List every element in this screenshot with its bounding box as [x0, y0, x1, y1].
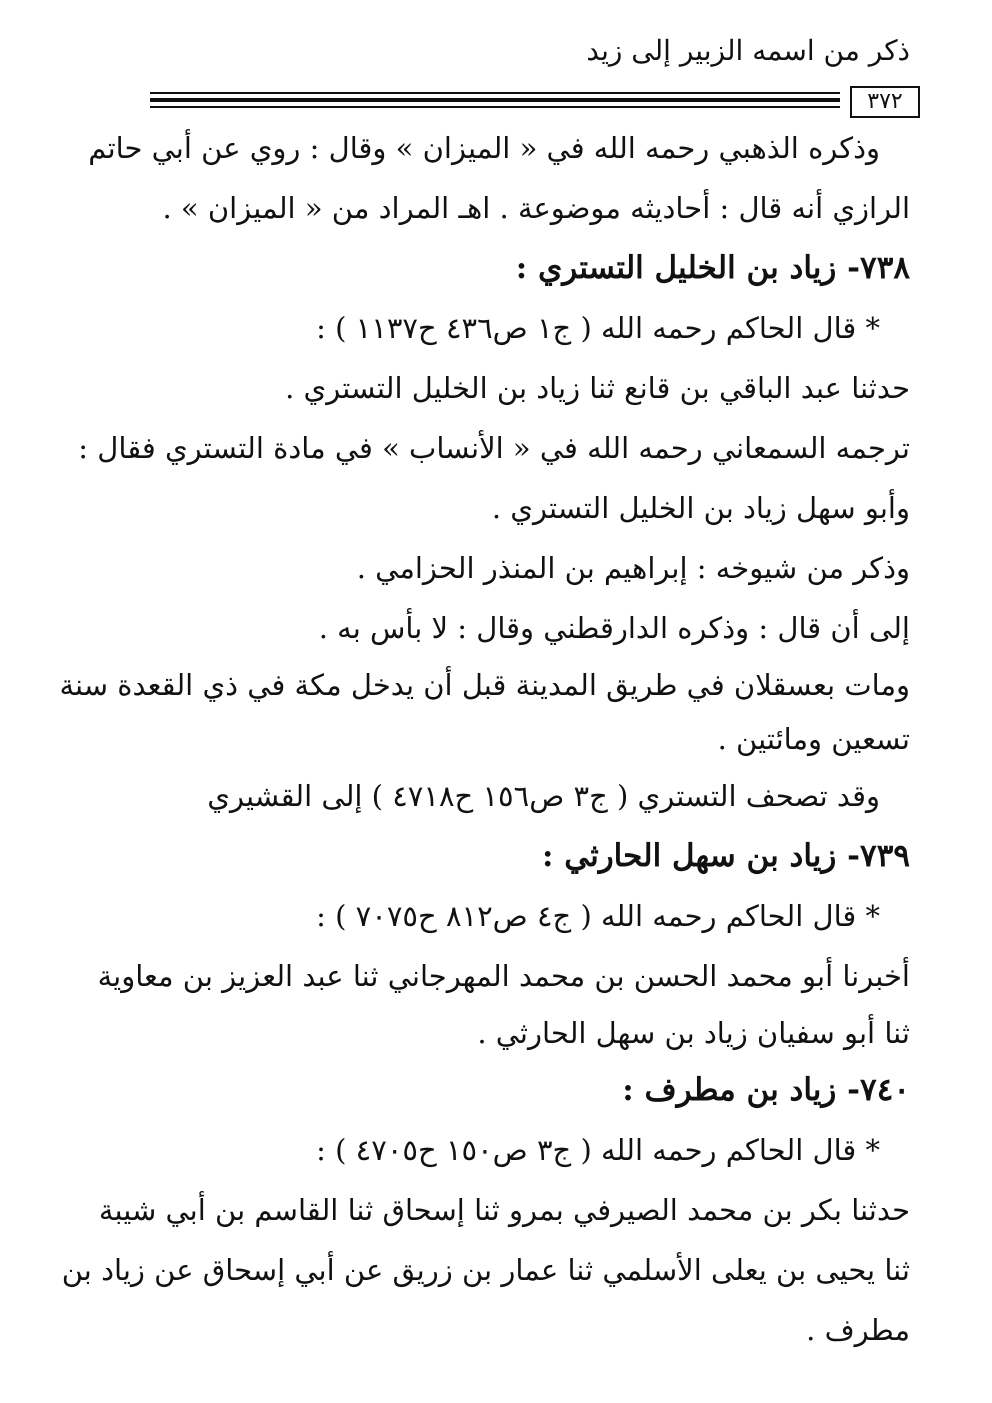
text-line: ثنا يحيى بن يعلى الأسلمي ثنا عمار بن زريق عن أبي إسحاق عن زياد بن [61, 1253, 910, 1287]
text-line: أخبرنا أبو محمد الحسن بن محمد المهرجاني ثنا عبد العزيز بن معاوية [97, 959, 910, 993]
text-line: ثنا أبو سفيان زياد بن سهل الحارثي . [477, 1016, 910, 1050]
text-line: تسعين ومائتين . [717, 722, 910, 756]
text-line: * قال الحاكم رحمه الله ( ج٣ ص١٥٠ ح٤٧٠٥ ) : [316, 1133, 880, 1167]
text-line: إلى أن قال : وذكره الدارقطني وقال : لا بأس به . [318, 611, 910, 645]
text-line: ترجمه السمعاني رحمه الله في « الأنساب » في مادة التستري فقال : [78, 431, 910, 465]
text-line: ومات بعسقلان في طريق المدينة قبل أن يدخل مكة في ذي القعدة سنة [59, 668, 910, 702]
text-line: وذكر من شيوخه : إبراهيم بن المنذر الحزامي . [356, 551, 910, 585]
text-line: حدثنا عبد الباقي بن قانع ثنا زياد بن الخليل التستري . [285, 371, 910, 405]
header-title: ذكر من اسمه الزبير إلى زيد [586, 34, 910, 67]
entry-heading: ٧٤٠- زياد بن مطرف : [622, 1072, 910, 1108]
text-line: * قال الحاكم رحمه الله ( ج١ ص٤٣٦ ح١١٣٧ ) : [316, 311, 880, 345]
header-rule [150, 106, 840, 108]
running-header [150, 30, 910, 114]
entry-heading: ٧٣٩- زياد بن سهل الحارثي : [542, 838, 910, 874]
page-body [59, 118, 910, 1360]
header-rule-thick [150, 98, 840, 102]
text-line: وذكره الذهبي رحمه الله في « الميزان » وقال : روي عن أبي حاتم [88, 131, 880, 165]
entry-heading: ٧٣٨- زياد بن الخليل التستري : [515, 250, 910, 286]
header-rule [150, 92, 840, 94]
text-line: حدثنا بكر بن محمد الصيرفي بمرو ثنا إسحاق ثنا القاسم بن أبي شيبة [98, 1193, 910, 1227]
text-line: مطرف . [806, 1313, 910, 1347]
page-number: ٣٧٢ [850, 86, 920, 118]
text-line: وأبو سهل زياد بن الخليل التستري . [491, 491, 910, 525]
text-line: * قال الحاكم رحمه الله ( ج٤ ص٨١٢ ح٧٠٧٥ ) : [316, 899, 880, 933]
text-line: وقد تصحف التستري ( ج٣ ص١٥٦ ح٤٧١٨ ) إلى القشيري [207, 779, 880, 813]
text-line: الرازي أنه قال : أحاديثه موضوعة . اهـ المراد من « الميزان » . [162, 191, 910, 225]
